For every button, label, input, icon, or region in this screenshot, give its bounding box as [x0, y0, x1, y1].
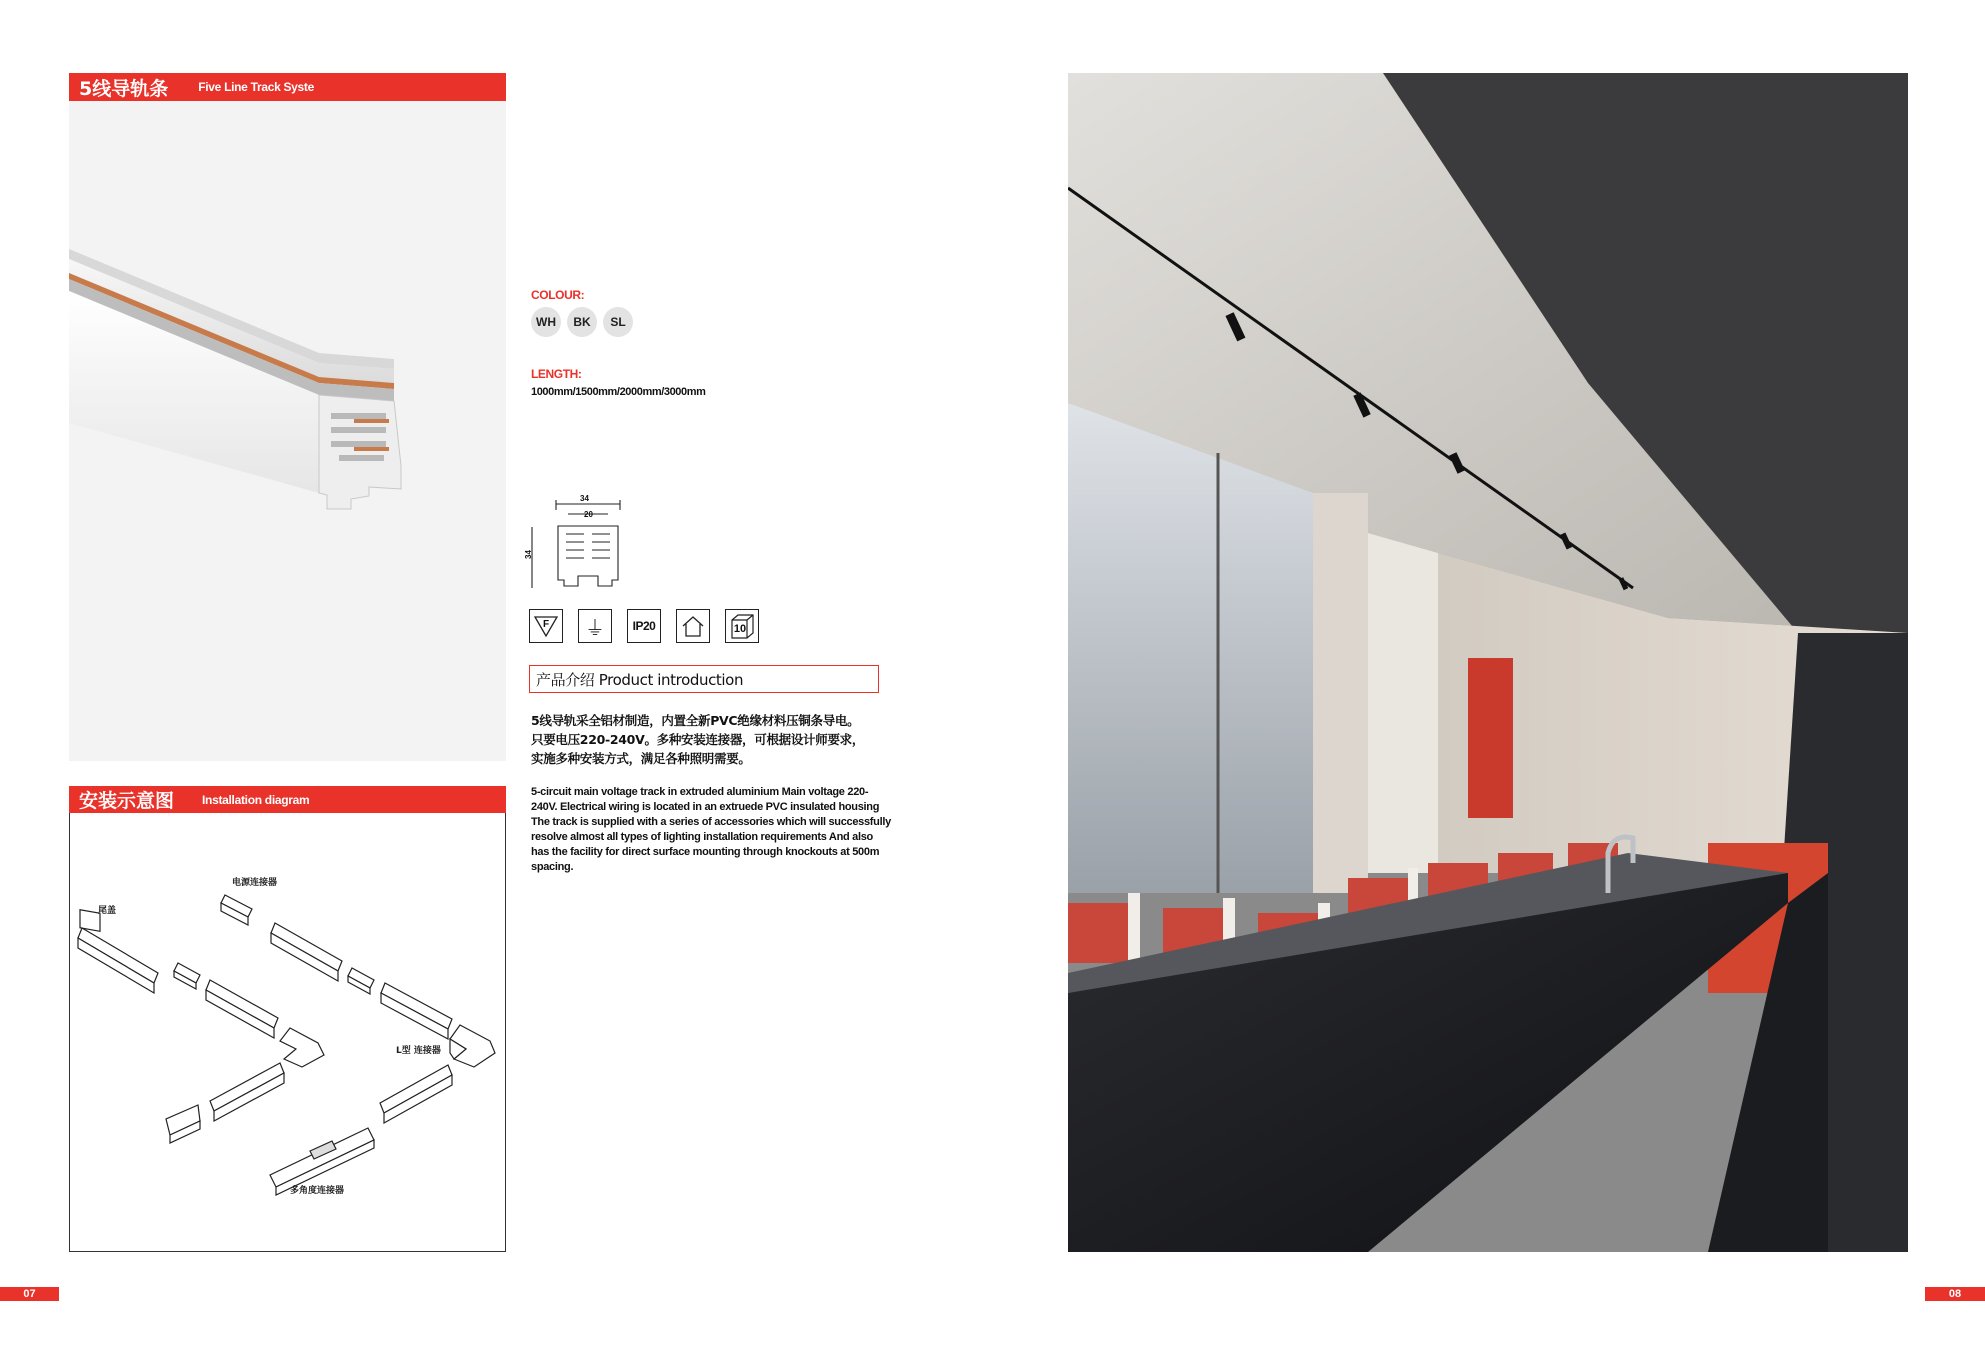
installation-title-bar	[69, 786, 506, 813]
warranty-icon	[725, 609, 759, 643]
colour-chip-wh[interactable]: WH	[531, 307, 561, 337]
ground-icon: ⏚	[578, 609, 612, 643]
product-title-bar	[69, 73, 506, 101]
product-image	[69, 101, 506, 761]
track-segment-1	[78, 928, 158, 993]
product-title-en: Five Line Track Syste	[198, 80, 314, 94]
intro-zh-line-3: 实施多种安装方式，满足各种照明需要。	[531, 751, 751, 766]
intro-en-line-1: 5-circuit main voltage track in extruded aluminium Main voltage 220-	[531, 786, 869, 798]
ip20-icon: IP20	[627, 609, 661, 643]
dim-inner-width: 20	[584, 510, 593, 519]
intro-zh-line-2: 只要电压220-240V。多种安装连接器，可根据设计师要求，	[531, 732, 865, 747]
colour-label: COLOUR:	[531, 288, 585, 302]
dim-outer-width: 34	[580, 494, 589, 503]
track-segment-6	[380, 1065, 452, 1123]
l-connector-left	[280, 1028, 324, 1067]
page-number-left: 07	[0, 1287, 59, 1301]
length-label: LENGTH:	[531, 367, 582, 381]
intro-zh-line-1: 5线导轨采全铝材制造，内置全新PVC绝缘材料压铜条导电。	[531, 713, 860, 728]
installation-diagram-drawing	[70, 813, 505, 1251]
installation-title-zh: 安装示意图	[79, 790, 175, 812]
end-cap-label: 尾盖	[98, 906, 117, 916]
product-title-zh: 5线导轨条	[79, 77, 169, 100]
track-rail-illustration	[69, 101, 506, 761]
track-segment-3	[206, 980, 278, 1038]
intro-en-line-2: 240V. Electrical wiring is located in an extruede PVC insulated housing	[531, 801, 880, 813]
intro-en-text	[531, 785, 931, 875]
interior-photo	[1068, 73, 1908, 1252]
profile-outline	[528, 494, 628, 594]
multi-connector-label: 多角度连接器	[290, 1186, 345, 1196]
page-number-right: 08	[1925, 1287, 1985, 1301]
track-segment-5	[210, 1063, 284, 1121]
installation-title-en: Installation diagram	[202, 792, 310, 807]
track-segment-2	[271, 923, 342, 981]
intro-heading: 产品介绍 Product introduction	[529, 665, 879, 693]
f-mark-icon	[529, 609, 563, 643]
track-segment-4	[381, 983, 452, 1039]
intro-en-line-3: The track is supplied with a series of accessories which will successfully	[531, 816, 891, 828]
certification-icons	[529, 609, 759, 643]
length-value: 1000mm/1500mm/2000mm/3000mm	[531, 386, 706, 398]
power-connector-label: 电源连接器	[232, 878, 278, 888]
power-connector-part	[221, 895, 252, 925]
f-mark-text: F	[542, 618, 550, 630]
profile-dimension-drawing	[523, 494, 628, 594]
colour-chip-sl[interactable]: SL	[603, 307, 633, 337]
intro-en-line-4: resolve almost all types of lighting installation requirements And also	[531, 831, 873, 843]
l-connector-right	[450, 1025, 495, 1067]
intro-zh-text	[531, 711, 911, 768]
restaurant-interior-illustration	[1068, 73, 1908, 1252]
indoor-use-icon	[676, 609, 710, 643]
installation-diagram	[69, 813, 506, 1252]
warranty-years-text: 10	[733, 622, 747, 635]
intro-en-line-6: spacing.	[531, 861, 574, 873]
colour-options	[531, 307, 633, 337]
l-connector-label: L型 连接器	[396, 1046, 441, 1056]
dim-height: 34	[523, 550, 533, 559]
colour-chip-bk[interactable]: BK	[567, 307, 597, 337]
end-feed-left	[166, 1105, 200, 1143]
straight-connector-1	[174, 963, 200, 989]
straight-connector-2	[348, 968, 374, 994]
intro-en-line-5: has the facility for direct surface mounting through knockouts at 500m	[531, 846, 880, 858]
